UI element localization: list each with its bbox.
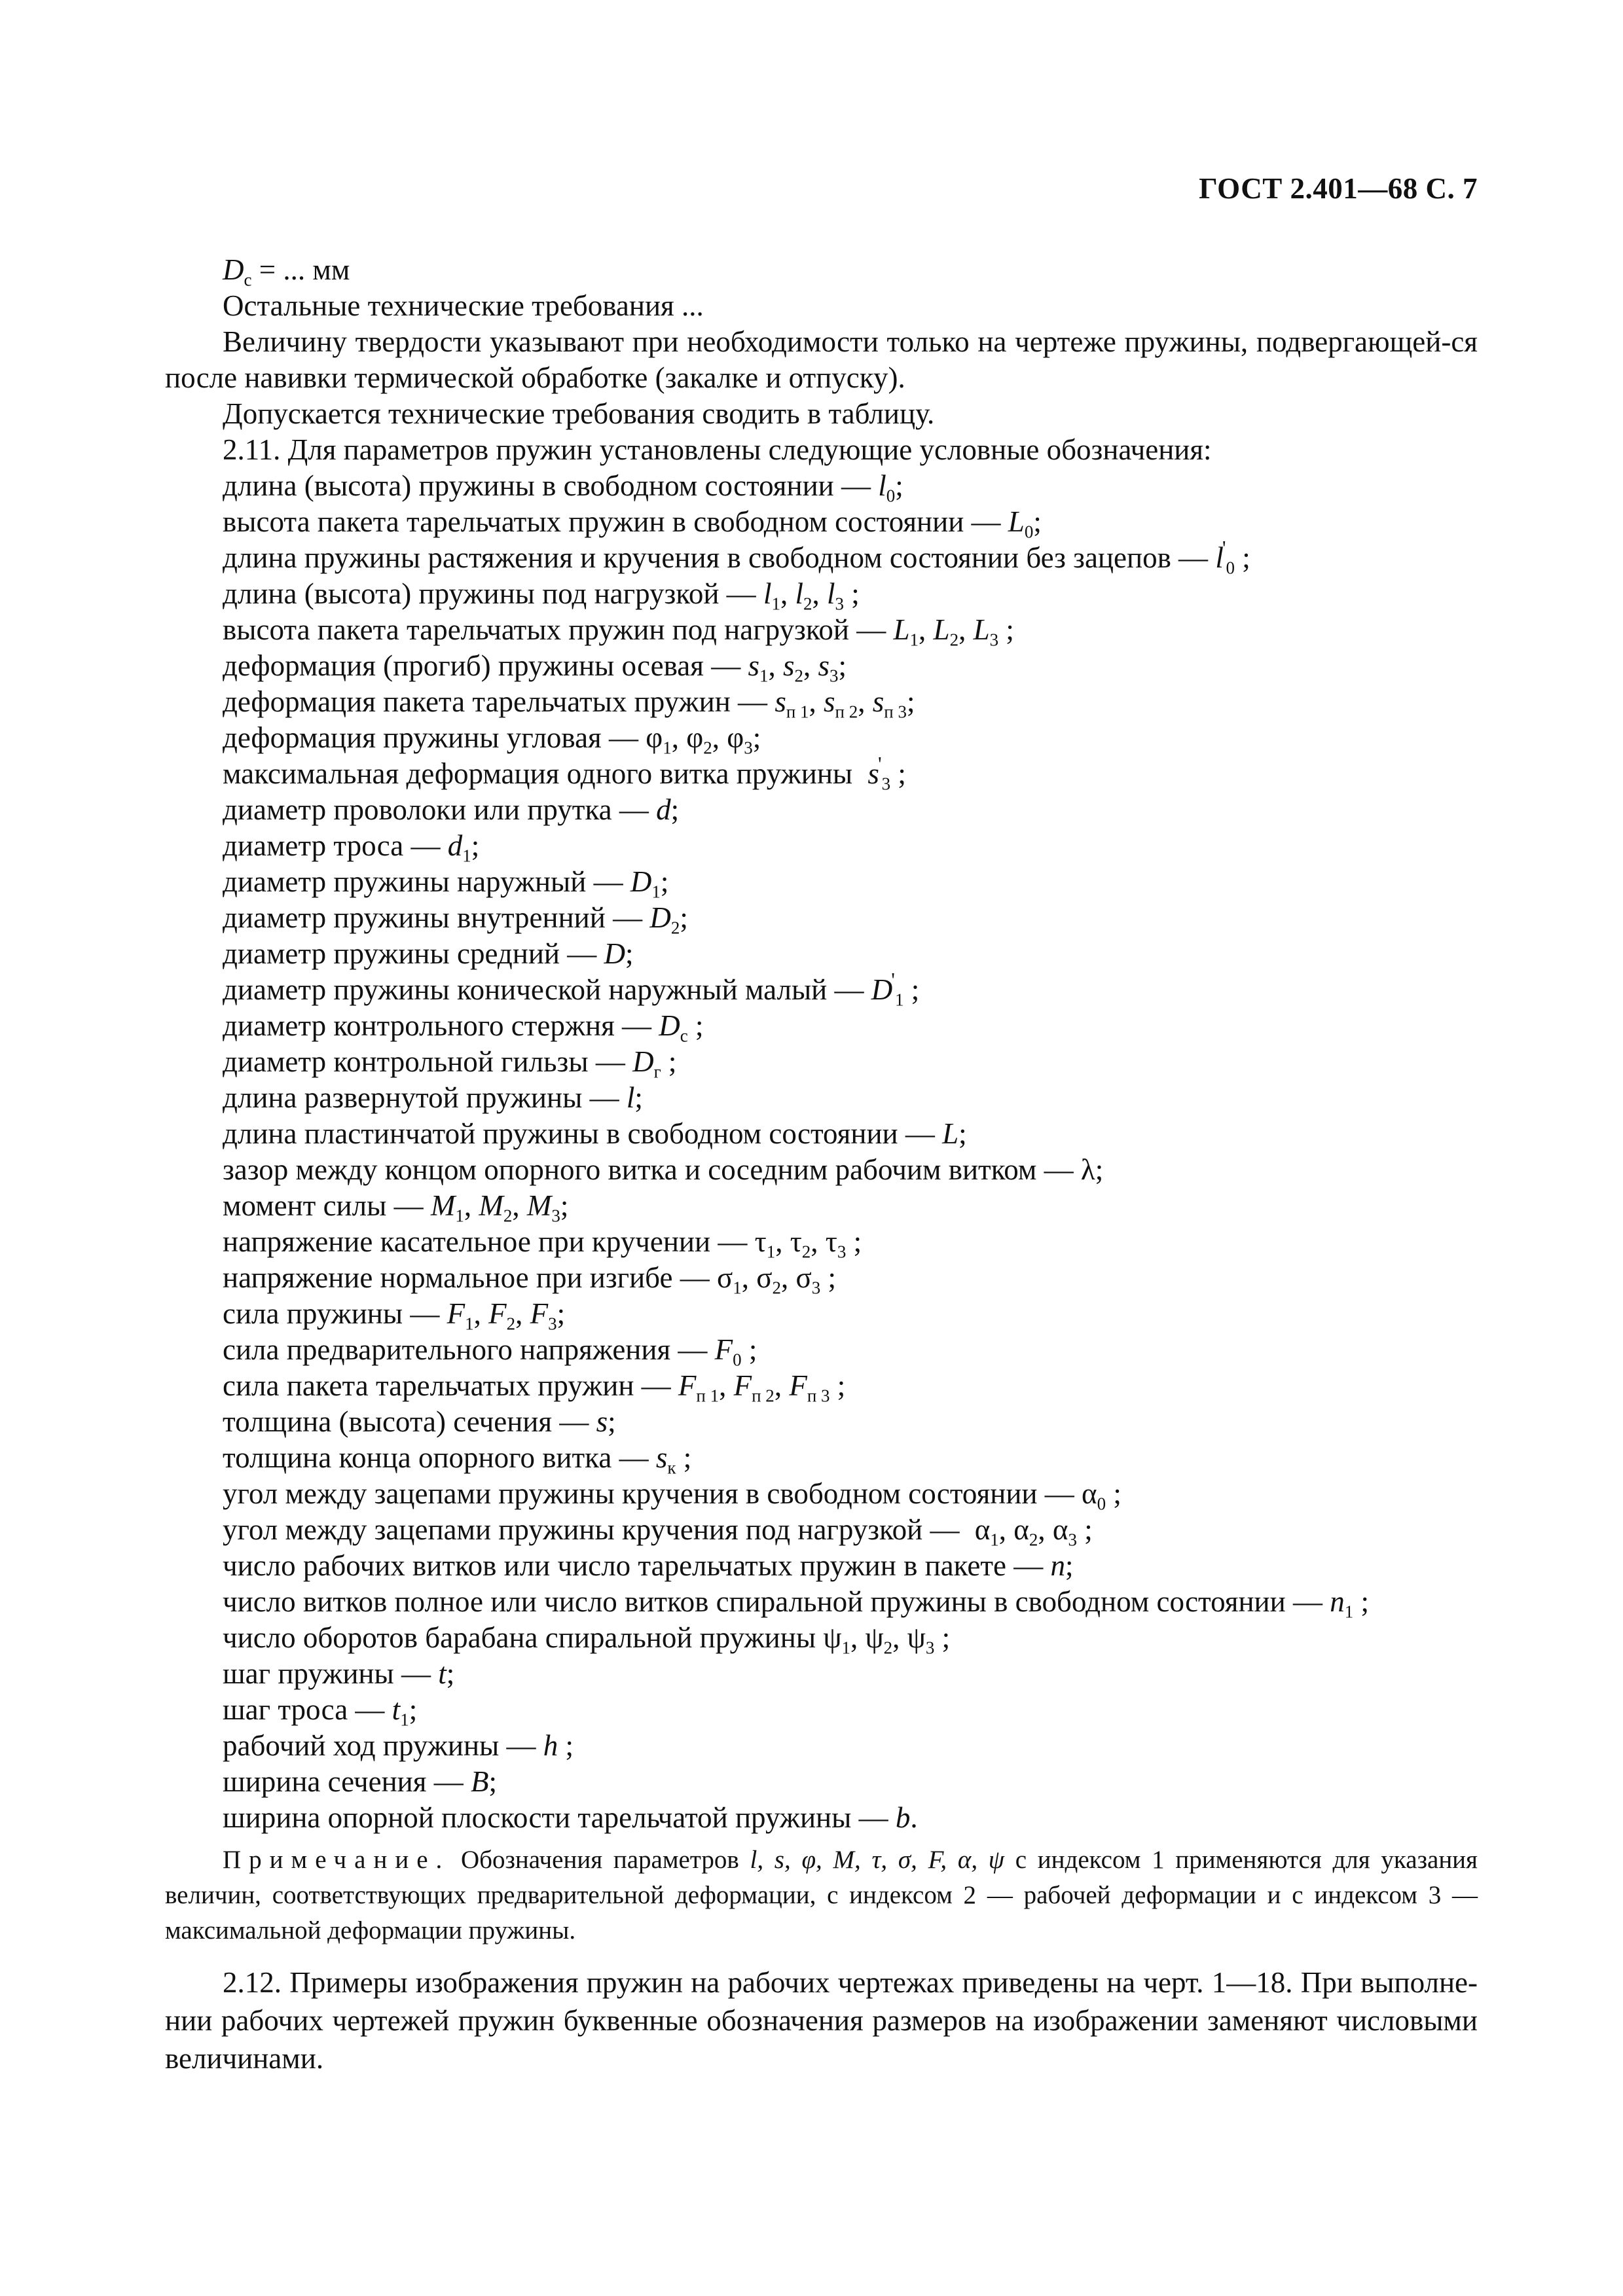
param-item: длина (высота) пружины под нагрузкой — $l_1$, $l_2$, $l_3$ ; (223, 577, 860, 614)
param-item: диаметр проволоки или прутка — d; (223, 793, 680, 826)
dc-line: $D_c$ = ... мм (223, 253, 350, 290)
param-item: длина развернутой пружины — l; (223, 1081, 643, 1114)
param-item: сила предварительного напряжения — $F_0$ ; (223, 1333, 757, 1370)
param-item: толщина конца опорного витка — $s_к$ ; (223, 1441, 692, 1478)
main-content (165, 252, 1478, 1836)
param-item: деформация (прогиб) пружины осевая — $s_1$, $s_2$, $s_3$; (223, 649, 847, 686)
param-item: длина пластинчатой пружины в свободном состоянии — L; (223, 1117, 967, 1150)
param-item: сила пакета тарельчатых пружин — $F_{п 1}$, $F_{п 2}$, $F_{п 3}$ ; (223, 1369, 846, 1406)
param-item: деформация пружины угловая — $\varphi_1$, $\varphi_2$, $\varphi_3$; (223, 721, 761, 758)
param-item: толщина (высота) сечения — s; (223, 1405, 616, 1438)
param-item: рабочий ход пружины — h ; (223, 1729, 574, 1762)
section-2-11-title: 2.11. Для параметров пружин установлены следующие условные обозначения: (223, 433, 1212, 466)
param-item: высота пакета тарельчатых пружин под нагрузкой — $L_1$, $L_2$, $L_3$ ; (223, 613, 1014, 650)
note-symbols: l, s, φ, M, τ, σ, F, α, ψ (750, 1846, 1005, 1874)
param-item: высота пакета тарельчатых пружин в свободном состоянии — $L_0$; (223, 505, 1042, 542)
param-item: максимальная деформация одного витка пружины $s'_3$ ; (223, 753, 906, 794)
note-label: Примечание. (223, 1846, 450, 1874)
page-header: ГОСТ 2.401—68 С. 7 (1199, 172, 1478, 205)
param-item: диаметр пружины наружный — $D_1$; (223, 865, 669, 902)
param-item: зазор между концом опорного витка и соседним рабочим витком — λ; (223, 1153, 1104, 1186)
param-item: диаметр пружины внутренний — $D_2$; (223, 901, 688, 938)
hardness-paragraph: Величину твердости указывают при необходимости только на чертеже пружины, подвергающей-ся после навивки термической обработке (закалке и отпуску). (165, 325, 1478, 394)
param-item: ширина сечения — B; (223, 1765, 497, 1798)
param-item: диаметр контрольного стержня — $D_с$ ; (223, 1009, 704, 1046)
param-item: число оборотов барабана спиральной пружины $\psi_1$, $\psi_2$, $\psi_3$ ; (223, 1621, 951, 1658)
param-item: число витков полное или число витков спиральной пружины в свободном состоянии — $n_1$ ; (223, 1585, 1369, 1622)
other-requirements: Остальные технические требования ... (223, 289, 704, 322)
param-item: угол между зацепами пружины кручения в свободном состоянии — $\alpha_0$ ; (223, 1477, 1122, 1514)
param-item: длина (высота) пружины в свободном состоянии — $l_0$; (223, 469, 903, 506)
param-item: момент силы — $M_1$, $M_2$, $M_3$; (223, 1189, 569, 1226)
param-item: число рабочих витков или число тарельчатых пружин в пакете — n; (223, 1549, 1074, 1582)
param-item: диаметр пружины средний — D; (223, 937, 634, 970)
param-item: сила пружины — $F_1$, $F_2$, $F_3$; (223, 1297, 566, 1334)
param-item: шаг троса — $t_1$; (223, 1693, 418, 1730)
table-allowed: Допускается технические требования сводить в таблицу. (223, 397, 935, 430)
param-item: диаметр троса — $d_1$; (223, 829, 480, 866)
param-item: длина пружины растяжения и кручения в свободном состоянии без зацепов — $l'_0$ ; (223, 537, 1250, 578)
param-item: ширина опорной плоскости тарельчатой пружины — b. (223, 1801, 918, 1834)
note-paragraph: Примечание. Обозначения параметров l, s, φ, M, τ, σ, F, α, ψ с индексом 1 применяются для указания величин, соответствующих предварительной деформации, с индексом 2 — рабочей деформации и с индексом 3 — максимальной деформации пружины. (165, 1846, 1478, 1945)
param-item: угол между зацепами пружины кручения под нагрузкой — $\alpha_1$, $\alpha_2$, $\alpha_3$ ; (223, 1513, 1093, 1550)
section-2-12: 2.12. Примеры изображения пружин на рабочих чертежах приведены на черт. 1—18. При выполне-нии рабочих чертежей пружин буквенные обозначения размеров на изображении заменяют числовыми величинами. (165, 1966, 1478, 2075)
param-item: диаметр пружины конической наружный малый — $D'_1$ ; (223, 969, 920, 1010)
param-item: напряжение касательное при кручении — $\tau_1$, $\tau_2$, $\tau_3$ ; (223, 1225, 862, 1262)
param-item: диаметр контрольной гильзы — $D_г$ ; (223, 1045, 677, 1082)
param-item: деформация пакета тарельчатых пружин — $s_{п 1}$, $s_{п 2}$, $s_{п 3}$; (223, 685, 915, 722)
param-item: напряжение нормальное при изгибе — $\sigma_1$, $\sigma_2$, $\sigma_3$ ; (223, 1261, 837, 1298)
param-item: шаг пружины — t; (223, 1657, 455, 1690)
